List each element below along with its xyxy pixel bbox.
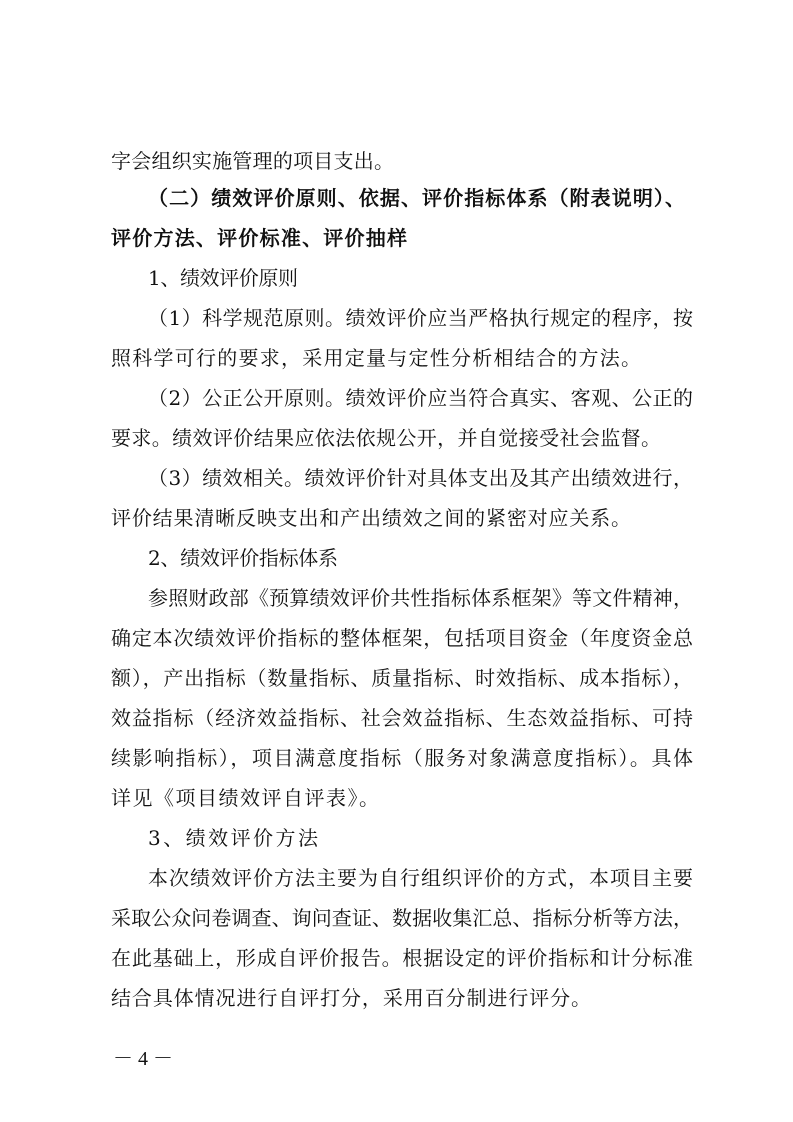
body-text-line: 效益指标（经济效益指标、社会效益指标、生态效益指标、可持 [111, 706, 694, 730]
body-text-line: 采取公众问卷调查、询问查证、数据收集汇总、指标分析等方法， [111, 906, 694, 930]
body-text-line: （1）科学规范原则。绩效评价应当严格执行规定的程序，按 [148, 306, 694, 330]
body-text-line: 详见《项目绩效评自评表》。 [111, 786, 381, 810]
subheading: 1、绩效评价原则 [148, 266, 298, 290]
body-text-line: 评价结果清晰反映支出和产出绩效之间的紧密对应关系。 [111, 506, 632, 530]
subheading: 2、绩效评价指标体系 [148, 546, 338, 570]
body-text-line: 续影响指标），项目满意度指标（服务对象满意度指标）。具体 [111, 746, 695, 770]
body-text-line: 额），产出指标（数量指标、质量指标、时效指标、成本指标）， [111, 666, 694, 690]
section-heading: （二）绩效评价原则、依据、评价指标体系（附表说明）、 [148, 186, 687, 210]
body-text-line: 字会组织实施管理的项目支出。 [111, 149, 395, 173]
body-text-line: 照科学可行的要求，采用定量与定性分析相结合的方法。 [111, 346, 643, 370]
body-text-line: 在此基础上，形成自评价报告。根据设定的评价指标和计分标准 [111, 946, 694, 970]
body-text-line: 结合具体情况进行自评打分，采用百分制进行评分。 [111, 986, 592, 1010]
body-text-line: （3）绩效相关。绩效评价针对具体支出及其产出绩效进行， [148, 466, 694, 490]
body-text-line: 要求。绩效评价结果应依法依规公开，并自觉接受社会监督。 [111, 426, 662, 450]
body-text-line: 确定本次绩效评价指标的整体框架，包括项目资金（年度资金总 [111, 626, 694, 650]
section-heading-continued: 评价方法、评价标准、评价抽样 [111, 226, 409, 250]
body-text-line: 参照财政部《预算绩效评价共性指标体系框架》等文件精神， [148, 586, 694, 610]
subheading: 3、绩效评价方法 [148, 826, 321, 850]
body-text-line: （2）公正公开原则。绩效评价应当符合真实、客观、公正的 [148, 386, 694, 410]
body-text-line: 本次绩效评价方法主要为自行组织评价的方式，本项目主要 [148, 866, 694, 890]
page-number: － 4 － [113, 1048, 173, 1070]
